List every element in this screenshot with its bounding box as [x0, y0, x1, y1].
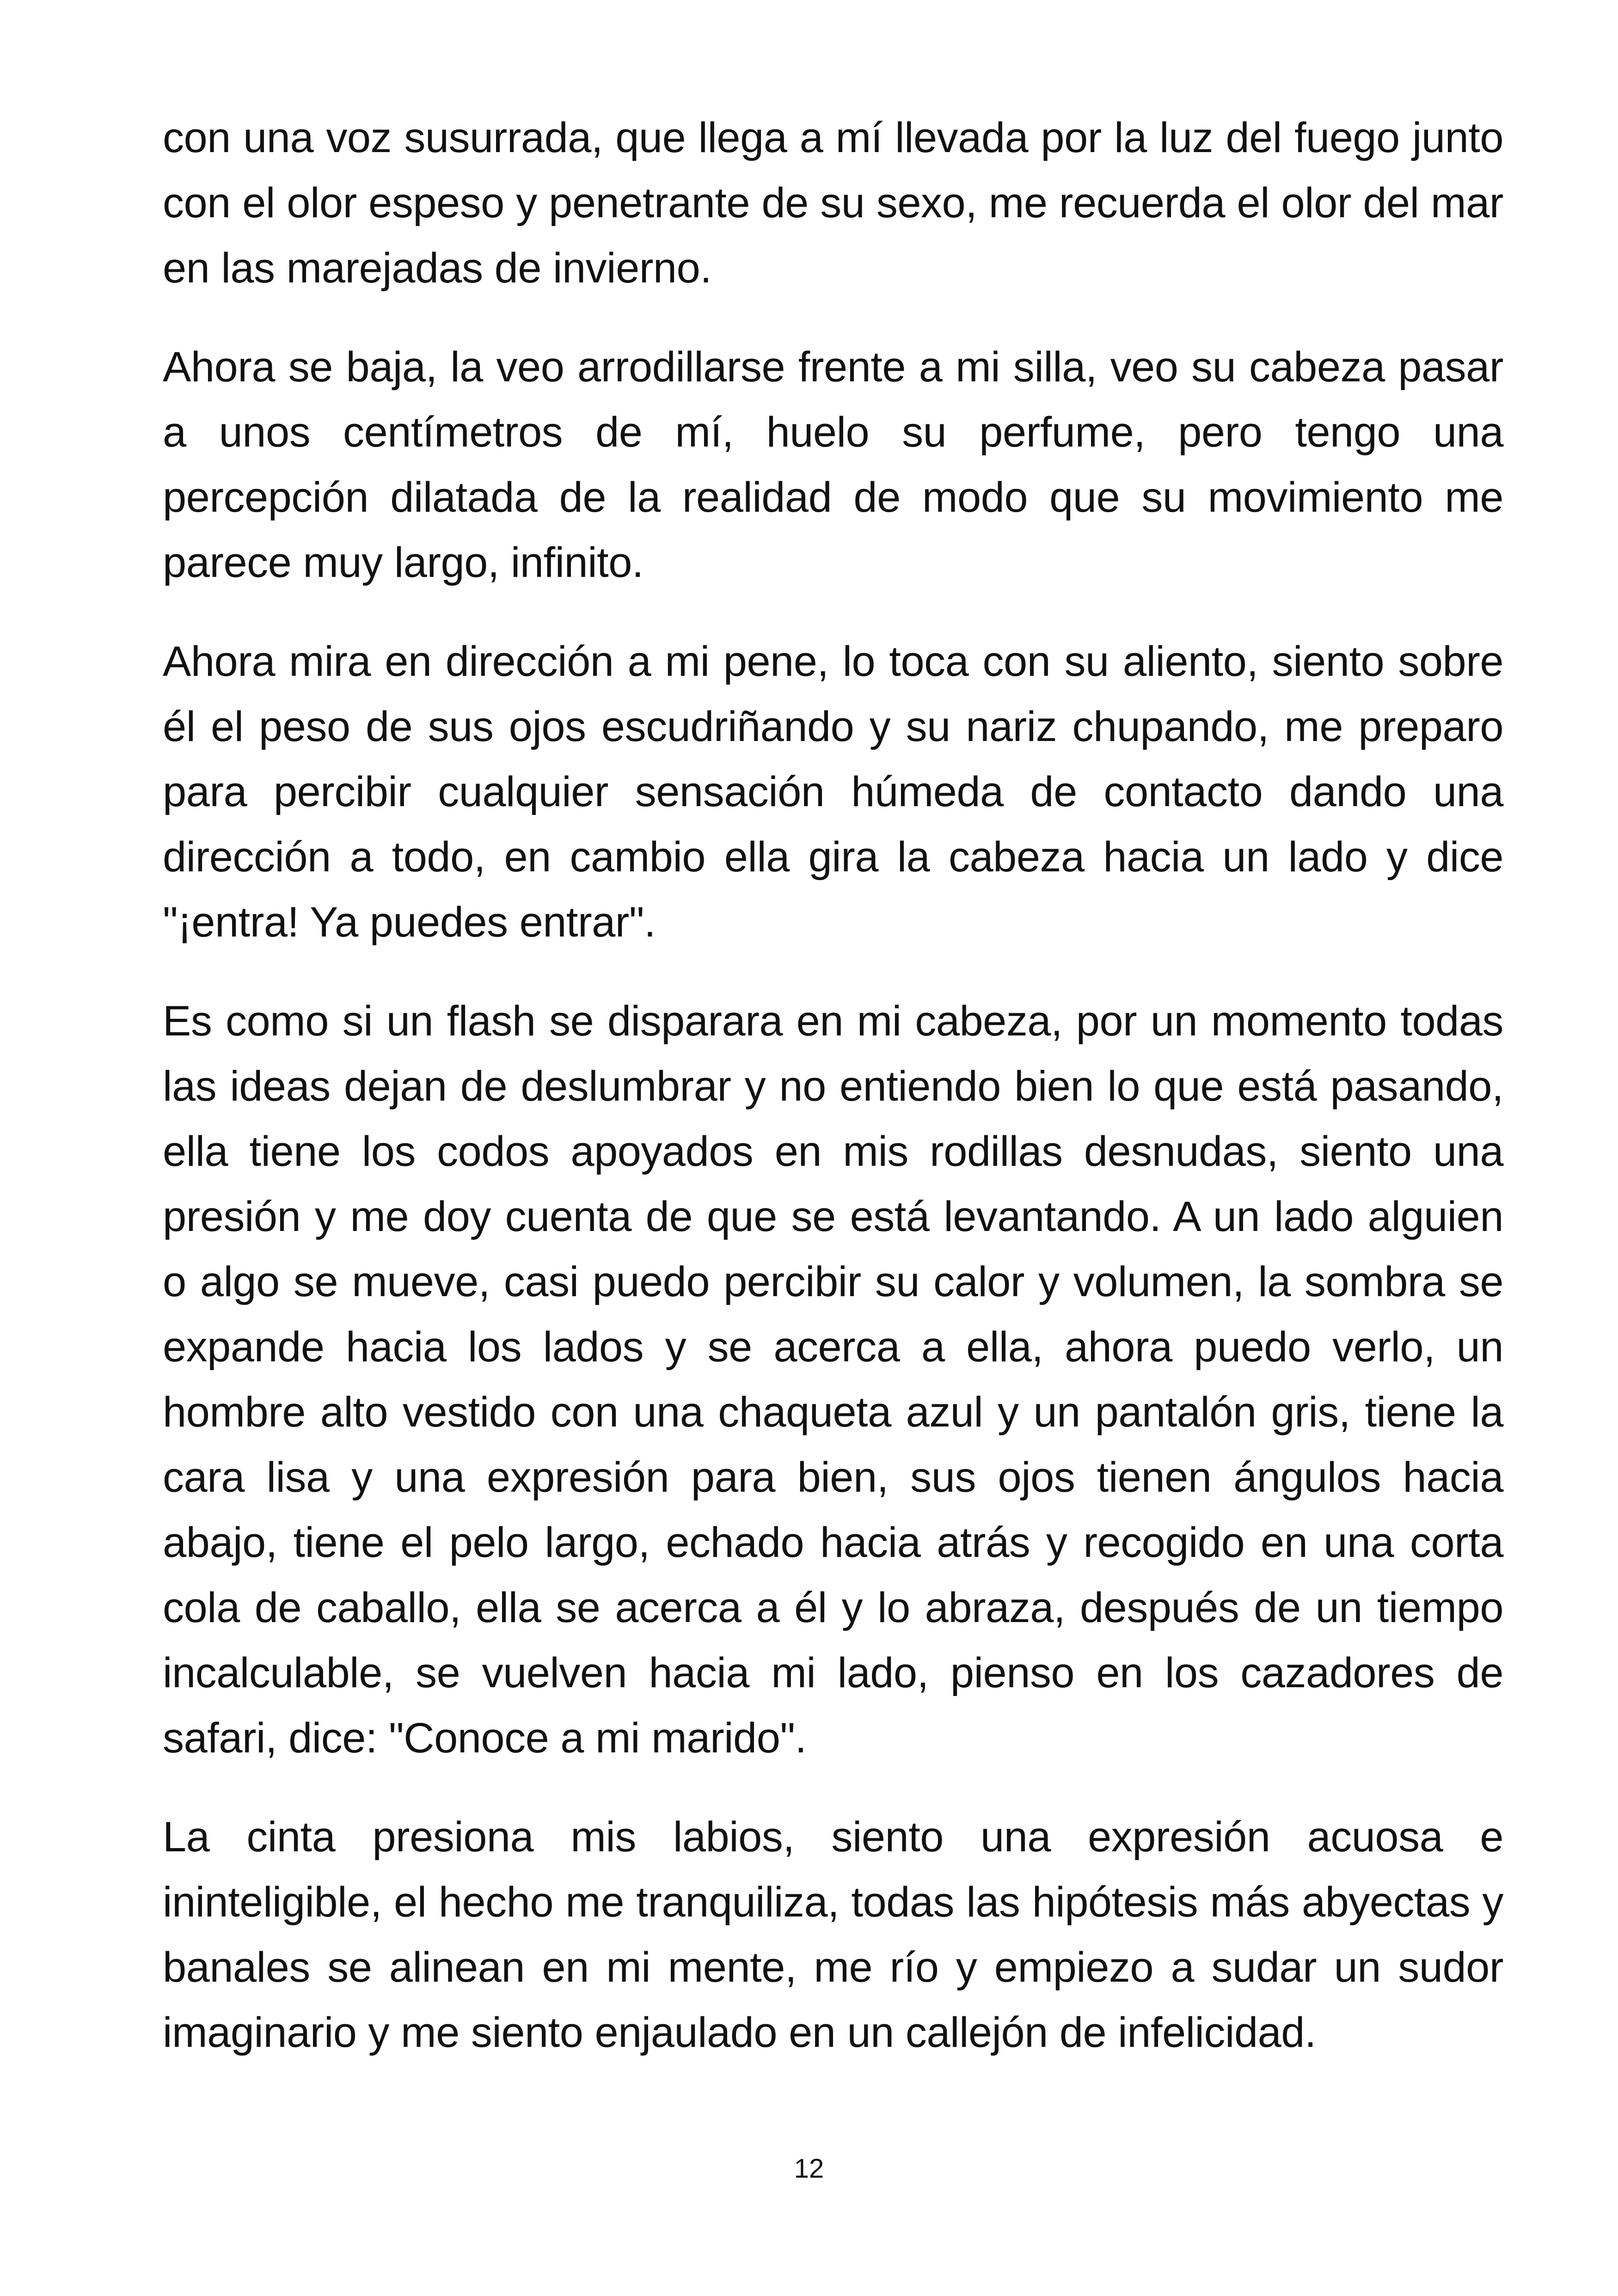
paragraph-5: La cinta presiona mis labios, siento una expresión acuosa e ininteligible, el hecho me tranquiliza, todas las hipótesis más abyectas y banales se alinean en mi mente, me río y empiezo a sudar un sudor imaginario y me siento enjaulado en un callejón de infelicidad. — [163, 1813, 1503, 2056]
paragraph-4: Es como si un flash se disparara en mi cabeza, por un momento todas las ideas dejan de deslumbrar y no entiendo bien lo que está pasando, ella tiene los codos apoyados en mis rodillas desnudas, siento una presión y me doy cuenta de que se está levantando. A un lado alguien o algo se mueve, casi puedo percibir su calor y volumen, la sombra se expande hacia los lados y se acerca a ella, ahora puedo verlo, un hombre alto vestido con una chaqueta azul y un pantalón gris, tiene la cara lisa y una expresión para bien, sus ojos tienen ángulos hacia abajo, tiene el pelo largo, echado hacia atrás y recogido en una corta cola de caballo, ella se acerca a él y lo abraza, después de un tiempo incalculable, se vuelven hacia mi lado, pienso en los cazadores de safari, dice: "Conoce a mi marido". — [163, 998, 1503, 1762]
page-number: 12 — [794, 2154, 824, 2184]
paragraph-1: con una voz susurrada, que llega a mí llevada por la luz del fuego junto con el olor espeso y penetrante de su sexo, me recuerda el olor del mar en las marejadas de invierno. — [163, 114, 1503, 292]
paragraph-2: Ahora se baja, la veo arrodillarse frente a mi silla, veo su cabeza pasar a unos centímetros de mí, huelo su perfume, pero tengo una percepción dilatada de la realidad de modo que su movimiento me parece muy largo, infinito. — [163, 343, 1503, 586]
paragraph-3: Ahora mira en dirección a mi pene, lo toca con su aliento, siento sobre él el peso de sus ojos escudriñando y su nariz chupando, me preparo para percibir cualquier sensación húmeda de contacto dando una dirección a todo, en cambio ella gira la cabeza hacia un lado y dice "¡entra! Ya puedes entrar". — [163, 638, 1503, 946]
body-text — [163, 105, 1503, 2065]
